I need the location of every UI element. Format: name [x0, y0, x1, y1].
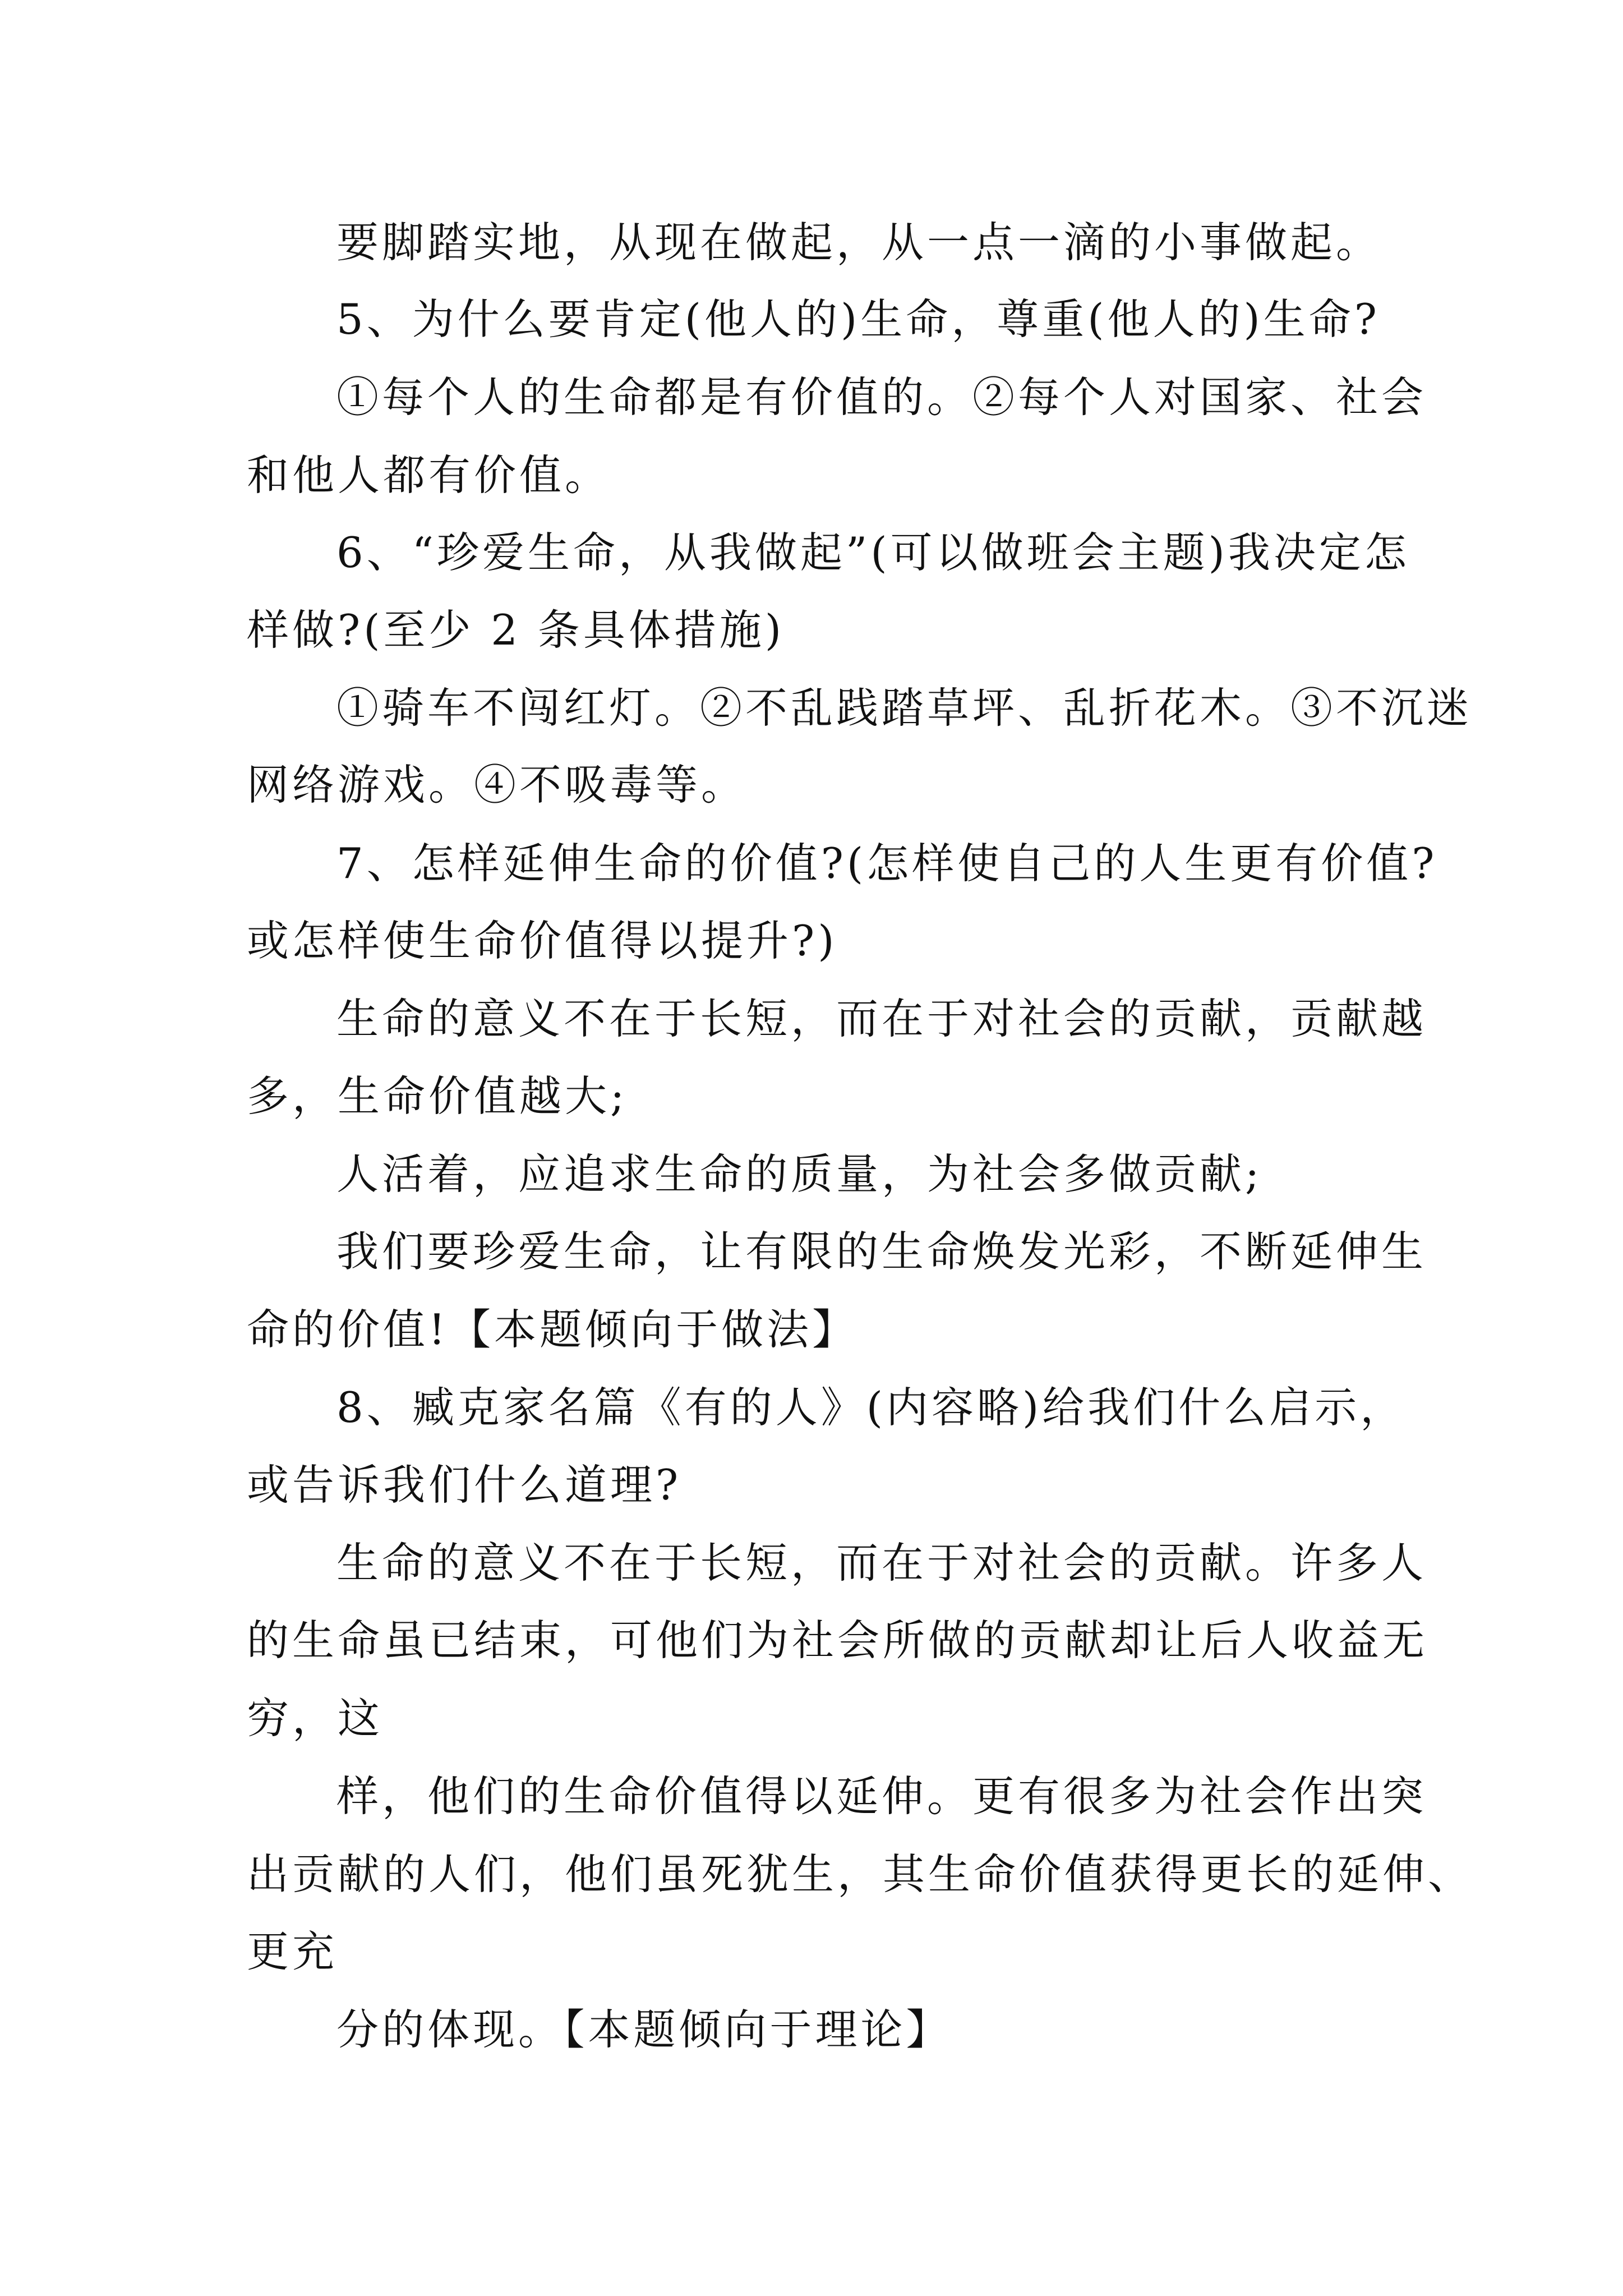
- question-8-heading: 8、臧克家名篇《有的人》(内容略)给我们什么启示，: [336, 1383, 1406, 1432]
- question-5-heading: 5、为什么要肯定(他人的)生命，尊重(他人的)生命?: [336, 295, 1380, 344]
- paragraph-line: 或怎样使生命价值得以提升?): [247, 916, 838, 965]
- paragraph-line: 的生命虽已结束，可他们为社会所做的贡献却让后人收益无: [247, 1616, 1428, 1665]
- paragraph-line: 我们要珍爱生命，让有限的生命焕发光彩，不断延伸生: [336, 1227, 1427, 1276]
- paragraph-line: 穷，这: [247, 1694, 384, 1743]
- question-7-heading: 7、怎样延伸生命的价值?(怎样使自己的人生更有价值?: [336, 839, 1438, 888]
- paragraph-line: ①骑车不闯红灯。②不乱践踏草坪、乱折花木。③不沉迷: [336, 683, 1473, 733]
- paragraph-line: 多，生命价值越大;: [247, 1071, 628, 1121]
- paragraph-line: ①每个人的生命都是有价值的。②每个人对国家、社会: [336, 372, 1427, 422]
- paragraph-line: 更充: [247, 1927, 338, 1976]
- paragraph-line: 出贡献的人们，他们虽死犹生，其生命价值获得更长的延伸、: [247, 1849, 1474, 1899]
- question-6-heading: 6、“珍爱生命，从我做起”(可以做班会主题)我决定怎: [336, 528, 1410, 577]
- paragraph-line: 人活着，应追求生命的质量，为社会多做贡献;: [336, 1149, 1263, 1199]
- paragraph-line: 生命的意义不在于长短，而在于对社会的贡献，贡献越: [336, 994, 1427, 1043]
- paragraph-line: 样，他们的生命价值得以延伸。更有很多为社会作出突: [336, 1772, 1427, 1821]
- paragraph-line: 生命的意义不在于长短，而在于对社会的贡献。许多人: [336, 1538, 1427, 1588]
- paragraph-line: 命的价值!【本题倾向于做法】: [247, 1305, 858, 1354]
- paragraph-line: 要脚踏实地，从现在做起，从一点一滴的小事做起。: [336, 218, 1382, 267]
- paragraph-line: 或告诉我们什么道理?: [247, 1460, 682, 1510]
- paragraph-line: 样做?(至少 2 条具体措施): [247, 605, 785, 655]
- paragraph-line: 网络游戏。④不吸毒等。: [247, 760, 747, 809]
- paragraph-line: 分的体现。【本题倾向于理论】: [336, 2005, 952, 2054]
- paragraph-line: 和他人都有价值。: [247, 450, 611, 500]
